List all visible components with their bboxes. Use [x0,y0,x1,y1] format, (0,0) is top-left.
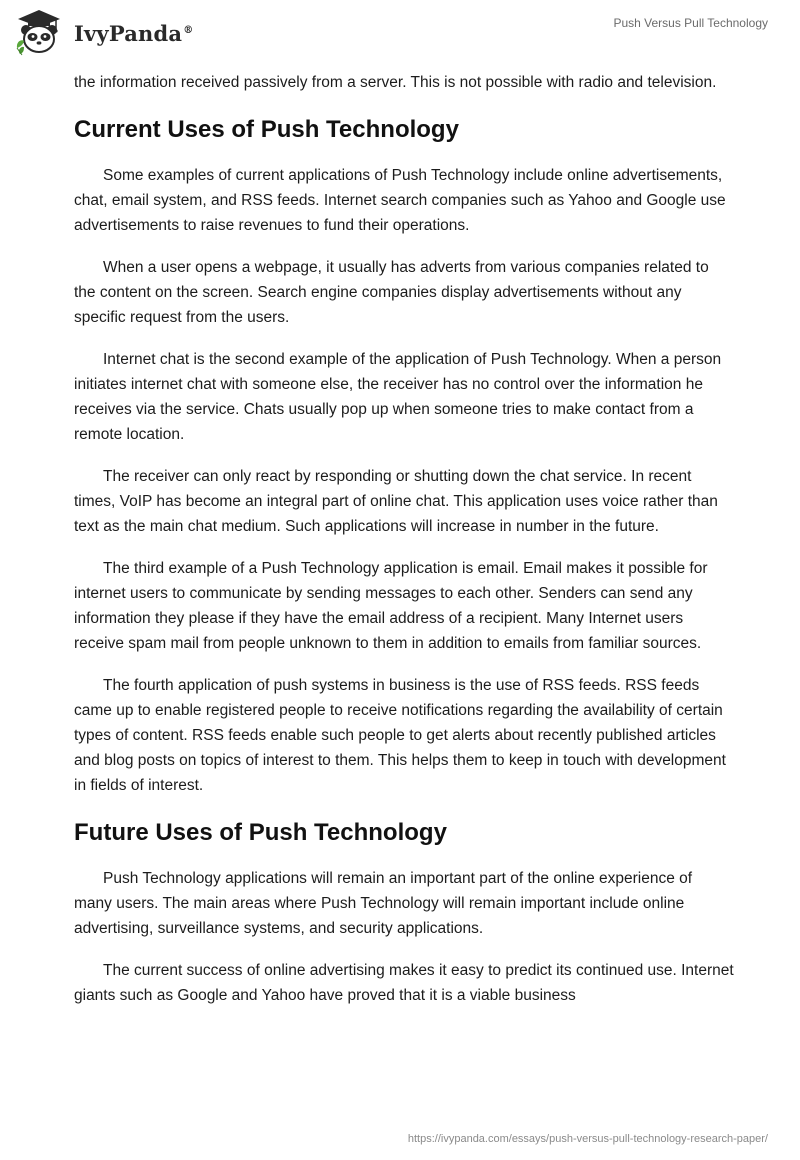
paragraph: Internet chat is the second example of the application of Push Technology. When a person initiates internet chat with someone else, the receiver has no control over the information he receives via the service. Chats usually pop up when someone tries to make contact from a remote location. [74,351,722,443]
paragraph: The current success of online advertising makes it easy to predict its continued use. Internet giants such as Google and Yahoo have proved that it is a viable business [74,962,734,1004]
paragraph: Push Technology applications will remain an important part of the online experience of many users. The main areas where Push Technology will remain important include online advertising, surveillance systems, and security applications. [74,870,693,937]
paragraph: The fourth application of push systems in business is the use of RSS feeds. RSS feeds came up to enable registered people to receive notifications regarding the availability of certain types of content. RSS feeds enable such people to get alerts about recently published articles and blog posts on topics of interest to them. This helps them to keep in touch with development in fields of interest. [74,677,726,794]
section-heading-current-uses: Current Uses of Push Technology [74,116,459,143]
brand-name: IvyPanda® [74,20,194,46]
intro-paragraph: the information received passively from a server. This is not possible with radio and television. [74,74,717,91]
source-url-link[interactable]: https://ivypanda.com/essays/push-versus-pull-technology-research-paper/ [407,1133,768,1145]
paragraph: The receiver can only react by responding or shutting down the chat service. In recent times, VoIP has become an integral part of online chat. This application uses voice rather than text as the main chat medium. Such applications will increase in number in the future. [74,468,718,535]
page-header [0,0,800,70]
panda-graduate-icon [14,8,64,56]
paragraph: Some examples of current applications of Push Technology include online advertisements, chat, email system, and RSS feeds. Internet search companies such as Yahoo and Google use advertisements to raise revenues to fund their operations. [74,167,726,234]
section-heading-future-uses: Future Uses of Push Technology [74,819,447,846]
paragraph: The third example of a Push Technology application is email. Email makes it possible for internet users to communicate by sending messages to each other. Senders can send any information they please if they have the email address of a recipient. Many Internet users receive spam mail from people unknown to them in addition to emails from familiar sources. [74,560,708,652]
paragraph: When a user opens a webpage, it usually has adverts from various companies related to the content on the screen. Search engine companies display advertisements without any specific request from the users. [74,259,709,326]
registered-mark: ® [183,24,194,36]
document-title: Push Versus Pull Technology [613,16,768,30]
ivypanda-logo[interactable] [14,8,193,56]
essay-content [74,70,734,1025]
